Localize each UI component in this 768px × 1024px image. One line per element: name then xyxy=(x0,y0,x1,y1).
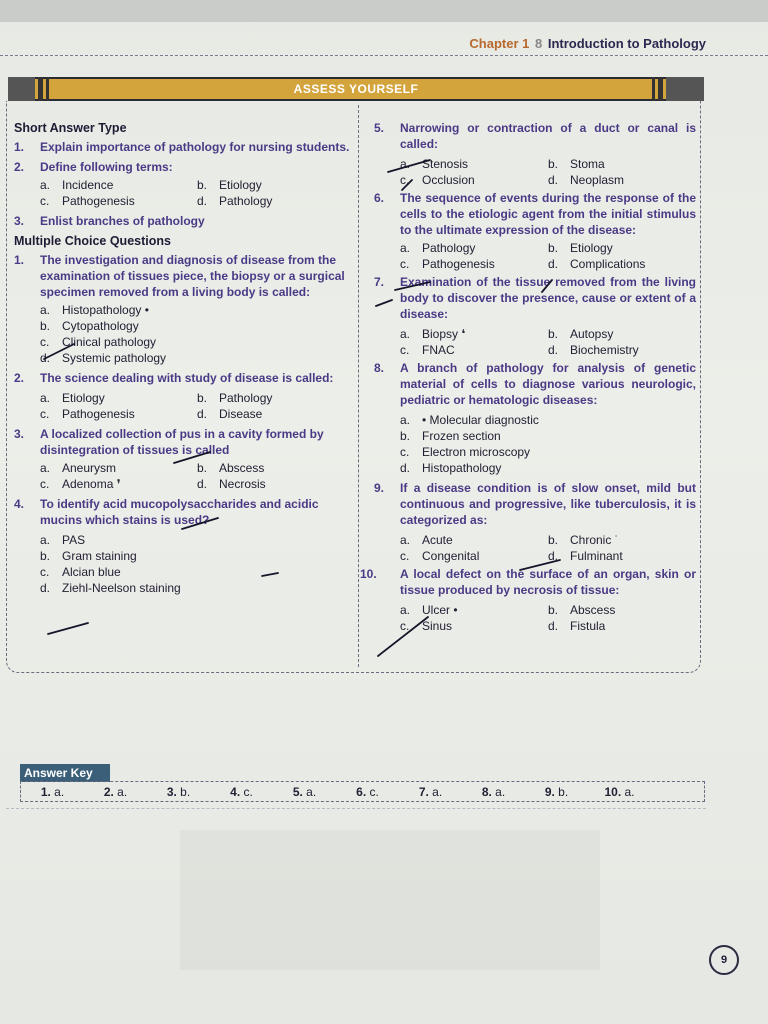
option: b. Autopsy xyxy=(548,327,614,341)
option: b. Abscess xyxy=(197,461,265,475)
option: c. Electron microscopy xyxy=(400,445,531,459)
option: d. Neoplasm xyxy=(548,173,625,187)
option: d. Ziehl-Neelson staining xyxy=(40,581,181,595)
answer-item: 5. a. xyxy=(292,784,317,799)
option: c. Adenoma ❜ xyxy=(40,477,121,491)
option: c. Sinus xyxy=(400,619,453,633)
option: b. Etiology xyxy=(197,178,262,192)
answer-item: 2. a. xyxy=(103,784,128,799)
question-text: Define following terms: xyxy=(40,160,173,174)
option: c. Pathogenesis xyxy=(40,407,135,421)
mcq-q8-options xyxy=(400,412,696,476)
mcq-question-4 xyxy=(14,496,354,528)
mcq-question-6 xyxy=(374,190,696,238)
question-text: The sequence of events during the response of the cells to the etiologic agent from the initial stimulus to the ultimate expression of the disease: xyxy=(400,191,696,237)
question-text: A branch of pathology for analysis of genetic material of cells to diagnose various neurologic, pediatric or hematologic diseases: xyxy=(400,361,696,407)
option: b. Abscess xyxy=(548,603,616,617)
option: a. Acute xyxy=(400,533,453,547)
banner-stripe-right xyxy=(658,77,663,101)
option: a. Aneurysm xyxy=(40,461,117,475)
option: a. Incidence xyxy=(40,178,114,192)
option: b. Frozen section xyxy=(400,429,501,443)
mcq-question-8 xyxy=(374,360,696,408)
mcq-question-3 xyxy=(14,426,354,458)
option: a. Ulcer • xyxy=(400,603,458,617)
option: b. Etiology xyxy=(548,241,613,255)
banner-stripe-right-thin xyxy=(652,77,655,101)
mcq-q7-options xyxy=(400,326,696,358)
assess-yourself-banner xyxy=(8,77,704,101)
question-number: 4. xyxy=(14,497,25,511)
option: a. Stenosis xyxy=(400,157,469,171)
question-number: 3. xyxy=(14,214,25,228)
right-column xyxy=(360,120,696,636)
option: d. Biochemistry xyxy=(548,343,639,357)
question-text: A local defect on the surface of an organ, skin or tissue produced by necrosis of tissue: xyxy=(400,567,696,597)
question-text: The investigation and diagnosis of disease from the examination of tissues piece, the biopsy or a surgical specimen removed from a living body is called: xyxy=(40,253,345,299)
mcq-q5-options xyxy=(400,156,696,188)
question-number: 2. xyxy=(14,371,25,385)
option: a. Histopathology • xyxy=(40,303,149,317)
option: d. Fulminant xyxy=(548,549,623,563)
question-number: 2. xyxy=(14,160,25,174)
question-text: If a disease condition is of slow onset, mild but continuous and progressive, like tuberculosis, it is categorized as: xyxy=(400,481,696,527)
question-number: 5. xyxy=(374,121,385,135)
question-number: 9. xyxy=(374,481,385,495)
answer-item: 8. a. xyxy=(481,784,506,799)
mcq-q3-options xyxy=(40,460,354,492)
option: c. Pathogenesis xyxy=(40,194,135,208)
question-number: 1. xyxy=(14,140,25,154)
answer-key-label: Answer Key xyxy=(20,764,110,782)
question-text: To identify acid mucopolysaccharides and acidic mucins which stains is used? xyxy=(40,497,319,527)
mcq-q1-options xyxy=(40,302,354,366)
option: d. Fistula xyxy=(548,619,606,633)
option: d. Disease xyxy=(197,407,263,421)
sa-question-1 xyxy=(14,139,354,155)
question-number: 6. xyxy=(374,191,385,205)
mcq-q10-options xyxy=(400,602,696,634)
mcq-q6-options xyxy=(400,240,696,272)
option: a. Pathology xyxy=(400,241,476,255)
question-text: A localized collection of pus in a cavity formed by disintegration of tissues is called xyxy=(40,427,324,457)
option: b. Pathology xyxy=(197,391,273,405)
header-divider xyxy=(0,55,768,56)
question-text: The science dealing with study of disease is called: xyxy=(40,371,334,385)
page-number: 9 xyxy=(709,945,739,975)
option: d. Complications xyxy=(548,257,646,271)
answer-key-row xyxy=(20,781,705,802)
option: d. Pathology xyxy=(197,194,273,208)
option: c. FNAC xyxy=(400,343,455,357)
option: d. Histopathology xyxy=(400,461,502,475)
option: b. Gram staining xyxy=(40,549,137,563)
banner-block-right xyxy=(666,77,704,101)
option: c. Pathogenesis xyxy=(400,257,495,271)
mcq-question-5 xyxy=(374,120,696,152)
question-number: 10. xyxy=(360,567,377,581)
short-answer-heading: Short Answer Type xyxy=(14,121,127,135)
option: c. Alcian blue xyxy=(40,565,121,579)
answer-key-bottom-rule xyxy=(6,808,706,809)
option: a. • Molecular diagnostic xyxy=(400,413,539,427)
mcq-question-7 xyxy=(374,274,696,322)
question-text: Narrowing or contraction of a duct or canal is called: xyxy=(400,121,696,151)
answer-item: 1. a. xyxy=(40,784,65,799)
question-number: 8. xyxy=(374,361,385,375)
option: d. Systemic pathology xyxy=(40,351,167,365)
option: a. Etiology xyxy=(40,391,105,405)
chapter-title: Introduction to Pathology xyxy=(547,36,706,51)
sa-q2-options xyxy=(40,177,354,209)
option: c. Clinical pathology xyxy=(40,335,157,349)
answer-item: 4. c. xyxy=(230,784,253,799)
mcq-q9-options xyxy=(400,532,696,564)
chapter-label: Chapter 1 xyxy=(469,36,530,51)
question-number: 1. xyxy=(14,253,25,267)
answer-item: 10. a. xyxy=(604,784,635,799)
mcq-question-2 xyxy=(14,370,354,386)
answer-item: 7. a. xyxy=(418,784,443,799)
question-text: Enlist branches of pathology xyxy=(40,214,205,228)
faded-background-print xyxy=(180,830,600,970)
option: c. Occlusion xyxy=(400,173,475,187)
sa-question-2 xyxy=(14,159,354,175)
mcq-q2-options xyxy=(40,390,354,422)
question-number: 7. xyxy=(374,275,385,289)
option: b. Cytopathology xyxy=(40,319,139,333)
question-text: Examination of the tissue removed from the living body to discover the presence, cause or extent of a disease: xyxy=(400,275,696,321)
mcq-q4-options xyxy=(40,532,354,596)
answer-item: 6. c. xyxy=(356,784,379,799)
option: c. Congenital xyxy=(400,549,480,563)
option: b. Stoma xyxy=(548,157,605,171)
option: d. Necrosis xyxy=(197,477,266,491)
option: a. PAS xyxy=(40,533,86,547)
chapter-separator: 8 xyxy=(534,36,543,51)
answer-item: 3. b. xyxy=(166,784,191,799)
answer-item: 9. b. xyxy=(544,784,569,799)
column-divider xyxy=(358,105,359,667)
question-number: 3. xyxy=(14,427,25,441)
mcq-heading: Multiple Choice Questions xyxy=(14,234,171,248)
sa-question-3 xyxy=(14,213,354,229)
question-text: Explain importance of pathology for nursing students. xyxy=(40,140,350,154)
banner-title: ASSESS YOURSELF xyxy=(293,82,419,96)
mcq-question-9 xyxy=(374,480,696,528)
chapter-header xyxy=(469,36,706,51)
left-column xyxy=(14,118,354,598)
mcq-question-10 xyxy=(360,566,696,598)
top-strip xyxy=(0,0,768,22)
option: a. Biopsy ❛ xyxy=(400,327,466,341)
option: b. Chronic ˙ xyxy=(548,533,619,547)
mcq-question-1 xyxy=(14,252,354,300)
